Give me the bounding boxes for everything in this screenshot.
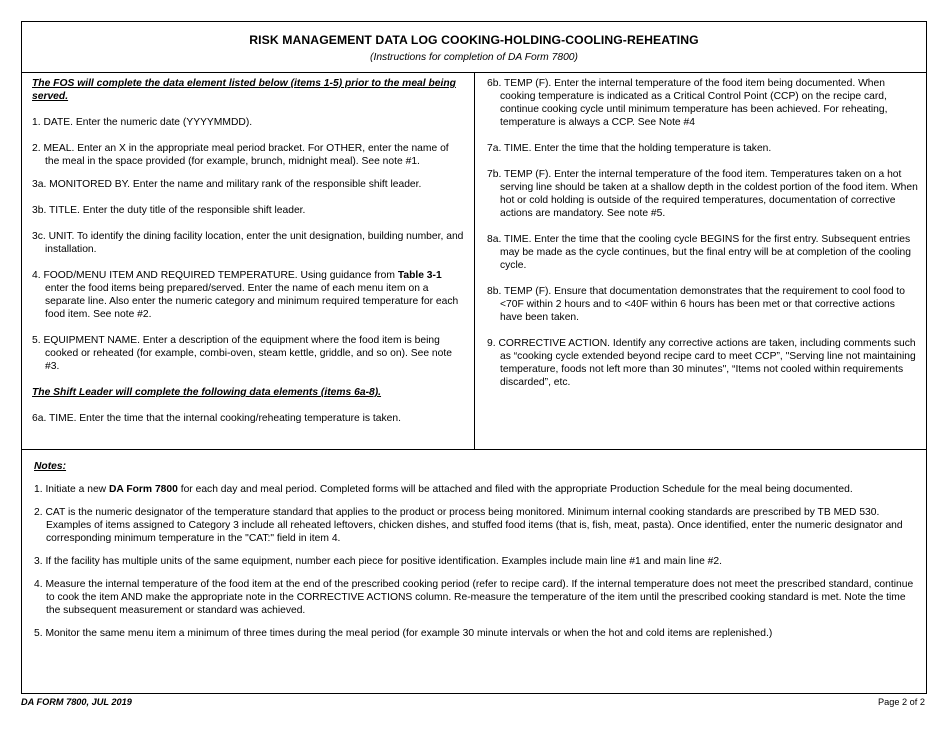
note-1-text-b: for each day and meal period. Completed forms will be attached and filed with the appropriate Production Schedule for the meal being documented. — [177, 484, 853, 495]
right-column — [475, 73, 926, 449]
item-9-corrective-action: 9. CORRECTIVE ACTION. Identify any corrective actions are taken, including comments such as “cooking cycle extended beyond recipe card to meet CCP”, "Serving line not maintaining temperature, foods not left more than 30 minutes", “Items not cooled within requirements discarded”, etc. — [487, 338, 916, 388]
note-1-form-ref: DA Form 7800 — [108, 484, 178, 495]
item-1-date: 1. DATE. Enter the numeric date (YYYYMMDD). — [32, 117, 253, 128]
page-title: RISK MANAGEMENT DATA LOG COOKING-HOLDING-COOLING-REHEATING — [249, 33, 699, 47]
item-6a-time: 6a. TIME. Enter the time that the internal cooking/reheating temperature is taken. — [32, 413, 401, 424]
item-4-text-a: 4. FOOD/MENU ITEM AND REQUIRED TEMPERATURE. Using guidance from — [32, 270, 398, 281]
item-7a-time: 7a. TIME. Enter the time that the holding temperature is taken. — [487, 143, 772, 154]
form-identifier: DA FORM 7800, JUL 2019 — [21, 697, 132, 707]
item-4-table-ref: Table 3-1 — [397, 270, 442, 281]
note-2: 2. CAT is the numeric designator of the temperature standard that applies to the product or process being monitored. Minimum internal cooking standards are prescribed by TB MED 530. Examples of items assigned to Category 3 include all reheated leftovers, chicken dishes, and stuffed food items (that is, fish, meat, pasta). Once identified, enter the numeric designator and corresponding minimum temperature in the "CAT:" field in item 4. — [34, 507, 903, 544]
item-8b-temp: 8b. TEMP (F). Ensure that documentation demonstrates that the requirement to cool food to <70F within 2 hours and to <40F within 6 hours has been met or that corrective actions have been taken. — [487, 286, 906, 323]
shift-leader-heading: The Shift Leader will complete the following data elements (items 6a-8). — [32, 387, 382, 398]
notes-section — [22, 449, 926, 640]
item-4-text-b: enter the food items being prepared/served. Enter the name of each menu item on a separate line. Also enter the numeric category and minimum required temperature for each food item. See note #2. — [45, 283, 459, 320]
page-subtitle: (Instructions for completion of DA Form 7800) — [370, 52, 578, 63]
notes-heading: Notes: — [34, 461, 67, 472]
item-6b-temp: 6b. TEMP (F). Enter the internal temperature of the food item being documented. When cooking temperature is indicated as a Critical Control Point (CCP) on the recipe card, continue cooking cycle until minimum temperature has been achieved. For reheating, temperature is always a CCP. See Note #4 — [487, 78, 888, 128]
item-3a-monitored-by: 3a. MONITORED BY. Enter the name and military rank of the responsible shift leader. — [32, 179, 422, 190]
fos-heading: The FOS will complete the data element listed below (items 1-5) prior to the meal being served. — [32, 78, 456, 102]
item-3b-title: 3b. TITLE. Enter the duty title of the responsible shift leader. — [32, 205, 306, 216]
item-8a-time: 8a. TIME. Enter the time that the cooling cycle BEGINS for the first entry. Subsequent entries may be made as the cycle continues, but the final entry will be at completion of the cooling cycle. — [487, 234, 911, 271]
item-5-equipment: 5. EQUIPMENT NAME. Enter a description of the equipment where the food item is being cooked or reheated (for example, combi-oven, steam kettle, griddle, and so on). See note #3. — [32, 335, 452, 372]
item-4-food-menu — [32, 269, 464, 321]
note-4: 4. Measure the internal temperature of the food item at the end of the prescribed cooking period (refer to recipe card). If the internal temperature does not meet the prescribed standard, continue to cook the item AND make the appropriate note in the CORRECTIVE ACTIONS column. Re-measure the temperature of the item until the prescribed cooking standard is met. Note the time the subsequent measurement or standard was achieved. — [34, 579, 914, 616]
left-column — [22, 73, 475, 449]
note-1 — [34, 483, 916, 496]
item-3c-unit: 3c. UNIT. To identify the dining facility location, enter the unit designation, building number, and installation. — [32, 231, 464, 255]
item-7b-temp: 7b. TEMP (F). Enter the internal temperature of the food item. Temperatures taken on a hot serving line should be taken at a shallow depth in the coldest portion of the food item. When hot or cold holding is outside of the required temperatures, documentation of corrective actions are mandatory. See note #5. — [487, 169, 918, 219]
page-number: Page 2 of 2 — [878, 697, 925, 707]
item-2-meal: 2. MEAL. Enter an X in the appropriate meal period bracket. For OTHER, enter the name of the meal in the space provided (for example, brunch, midnight meal). See note #1. — [32, 143, 449, 167]
note-1-text-a: 1. Initiate a new — [34, 484, 109, 495]
form-header — [22, 22, 926, 73]
form-frame — [21, 21, 927, 694]
note-3: 3. If the facility has multiple units of the same equipment, number each piece for positive identification. Examples include main line #1 and main line #2. — [34, 556, 722, 567]
note-5: 5. Monitor the same menu item a minimum of three times during the meal period (for example 30 minute intervals or when the hot and cold items are replenished.) — [34, 628, 773, 639]
